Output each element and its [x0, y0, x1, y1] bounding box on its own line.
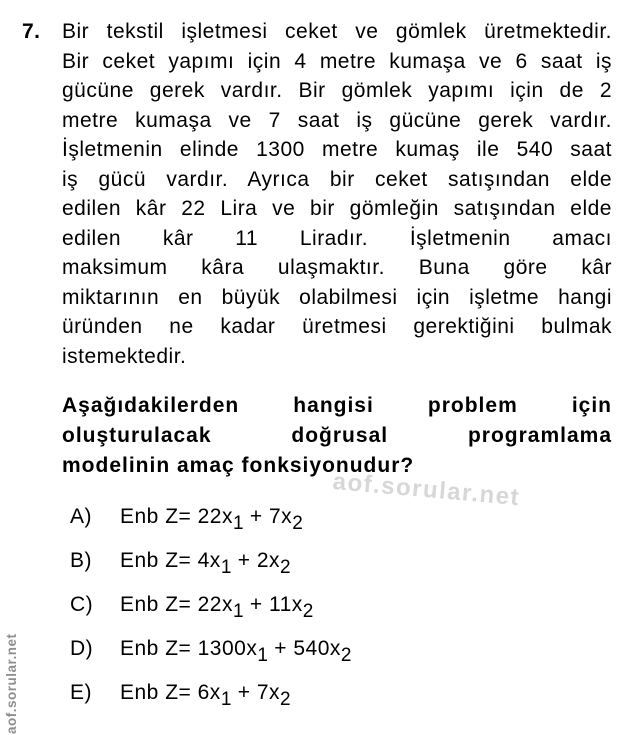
watermark-diagonal: aof.sorular.net — [331, 468, 522, 512]
watermark-vertical: aof.sorular.net — [4, 633, 19, 734]
question-prompt-line: modelinin amaç fonksiyonudur? — [62, 454, 415, 477]
option-expression — [120, 502, 303, 532]
expression-text: + 11x — [243, 593, 303, 616]
expression-text: Enb Z= 22x — [120, 505, 233, 528]
question-body-line: istemektedir. — [62, 344, 187, 368]
expression-subscript: 2 — [292, 513, 303, 534]
expression-subscript: 2 — [340, 645, 352, 666]
option-letter: B) — [70, 549, 92, 572]
option-row-c — [70, 590, 351, 634]
expression-subscript: 1 — [257, 645, 268, 666]
options-list — [70, 502, 351, 722]
question-prompt-line: Aşağıdakilerden hangisi problem için — [62, 394, 612, 417]
question-body-line: edilen kâr 11 Liradır. İşletmenin amacı — [62, 226, 612, 250]
expression-subscript: 1 — [220, 557, 232, 578]
expression-text: Enb Z= 1300x — [120, 637, 258, 660]
expression-text: + 7x — [231, 681, 281, 704]
option-row-a — [70, 502, 351, 546]
expression-subscript: 2 — [302, 601, 314, 622]
question-body-line: Bir tekstil işletmesi ceket ve gömlek üretmektedir. — [62, 20, 612, 43]
expression-subscript: 1 — [232, 601, 244, 622]
option-row-e — [70, 678, 351, 722]
expression-subscript: 1 — [220, 689, 232, 710]
option-expression — [120, 590, 313, 620]
expression-text: Enb Z= 22x — [120, 593, 233, 616]
option-expression — [120, 546, 291, 576]
option-expression — [120, 678, 291, 708]
question-body-line: metre kumaşa ve 7 saat iş gücüne gerek vardır. — [62, 108, 612, 132]
question-prompt-line: oluşturulacak doğrusal programlama — [62, 424, 612, 447]
question-body-line: miktarının en büyük olabilmesi için işletme hangi — [62, 285, 612, 309]
question-body-line: iş gücü vardır. Ayrıca bir ceket satışından elde — [62, 167, 612, 191]
option-letter: E) — [70, 681, 92, 704]
expression-text: + 2x — [231, 549, 281, 572]
option-letter: A) — [70, 505, 92, 528]
option-letter: D) — [70, 637, 94, 660]
option-letter: C) — [70, 593, 94, 616]
expression-subscript: 1 — [232, 513, 244, 534]
question-body-line: maksimum kâra ulaşmaktır. Buna göre kâr — [62, 256, 612, 279]
question-number: 7. — [22, 20, 41, 43]
question-body-line: Bir ceket yapımı için 4 metre kumaşa ve 6 saat iş — [62, 49, 612, 73]
question-body-line: İşletmenin elinde 1300 metre kumaş ile 540 saat — [62, 138, 612, 161]
option-row-b — [70, 546, 351, 590]
question-body-line: gücüne gerek vardır. Bir gömlek yapımı için de 2 — [62, 79, 612, 102]
expression-subscript: 2 — [280, 689, 291, 710]
question-body-line: edilen kâr 22 Lira ve bir gömleğin satışından elde — [62, 197, 612, 220]
option-expression — [120, 634, 351, 664]
expression-text: Enb Z= 4x — [120, 549, 221, 572]
question-body-line: üründen ne kadar üretmesi gerektiğini bulmak — [62, 315, 612, 338]
expression-text: + 7x — [243, 505, 293, 528]
question-body — [62, 17, 612, 371]
expression-text: Enb Z= 6x — [120, 681, 221, 704]
option-row-d — [70, 634, 351, 678]
expression-text: + 540x — [267, 637, 341, 660]
expression-subscript: 2 — [280, 557, 291, 578]
